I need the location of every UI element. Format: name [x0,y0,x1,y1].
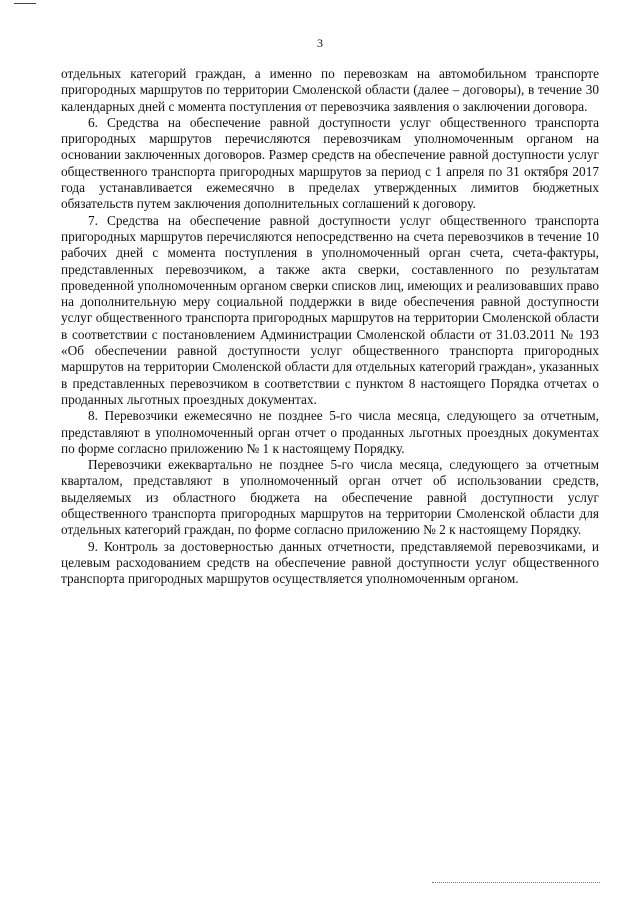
document-body [61,66,599,588]
paragraph-7: 7. Средства на обеспечение равной доступности услуг общественного транспорта пригородных маршрутов перечисляются непосредственно на счета перевозчиков в течение 10 рабочих дней с момента поступления в уполномоченный орган счета, счета-фактуры, представленных перевозчиком, а также акта сверки, составленного по результатам проведенной уполномоченным органом сверки списков лиц, имеющих и реализовавших право на дополнительную меру социальной поддержки в виде обеспечения равной доступности услуг общественного транспорта пригородных маршрутов на территории Смоленской области в соответствии с постановлением Администрации Смоленской области от 31.03.2011 № 193 «Об обеспечении равной доступности услуг общественного транспорта пригородных маршрутов на территории Смоленской области для отдельных категорий граждан», указанных в представленных перевозчиком в соответствии с пунктом 8 настоящего Порядка отчетах о проданных льготных проездных документах. [61,212,599,407]
page-number: 3 [317,36,323,50]
paragraph-8-quarterly: Перевозчики ежеквартально не позднее 5-го числа месяца, следующего за отчетным кварталом, представляют в уполномоченный орган отчет об использовании средств, выделяемых из областного бюджета на обеспечение равной доступности услуг общественного транспорта пригородных маршрутов на территории Смоленской области для отдельных категорий граждан, по форме согласно приложению № 2 к настоящему Порядку. [61,457,599,538]
paragraph-continuation: отдельных категорий граждан, а именно по перевозкам на автомобильном транспорте пригородных маршрутов по территории Смоленской области (далее – договоры), в течение 30 календарных дней с момента поступления от перевозчика заявления о заключении договора. [61,66,599,114]
paragraph-8: 8. Перевозчики ежемесячно не позднее 5-го числа месяца, следующего за отчетным, представляют в уполномоченный орган отчет о проданных льготных проездных документах по форме согласно приложению № 1 к настоящему Порядку. [61,408,599,456]
paragraph-9: 9. Контроль за достоверностью данных отчетности, представляемой перевозчиками, и целевым расходованием средств на обеспечение равной доступности услуг общественного транспорта пригородных маршрутов осуществляется уполномоченным органом. [61,538,599,587]
bottom-dotted-rule [432,882,600,883]
scan-corner-mark [14,3,36,4]
paragraph-6: 6. Средства на обеспечение равной доступности услуг общественного транспорта пригородных маршрутов перечисляются перевозчикам уполномоченным органом на основании заключенных договоров. Размер средств на обеспечение равной доступности услуг общественного транспорта пригородных маршрутов за период с 1 апреля по 31 октября 2017 года устанавливается ежемесячно в пределах утвержденных лимитов бюджетных обязательств путем заключения дополнительных соглашений к договору. [61,114,599,212]
